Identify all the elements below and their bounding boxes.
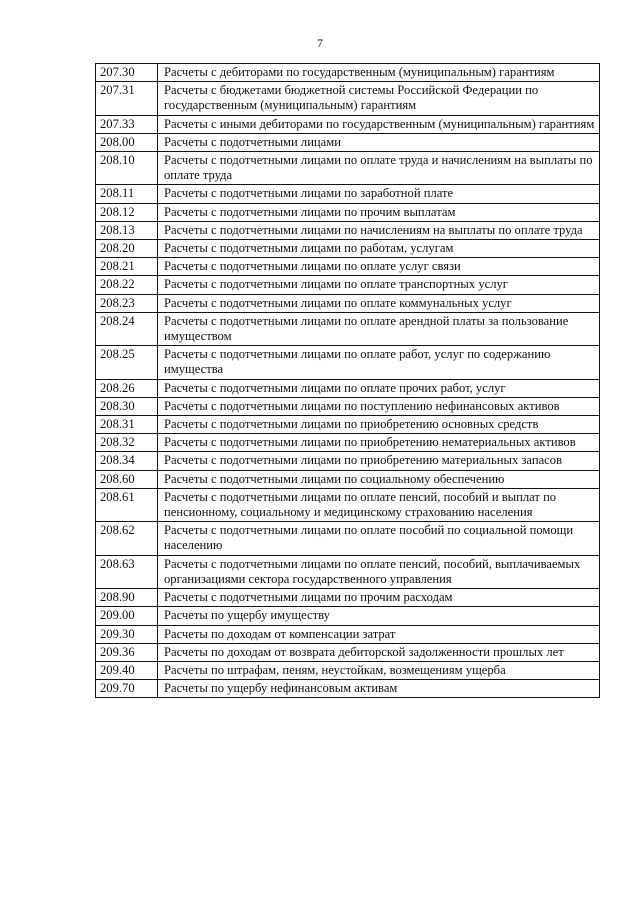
account-code-cell: 208.12	[96, 203, 158, 221]
table-row	[96, 115, 600, 133]
account-description-cell: Расчеты с подотчетными лицами по оплате пособий по социальной помощи населению	[158, 522, 600, 555]
table-row	[96, 452, 600, 470]
account-description-cell: Расчеты с иными дебиторами по государственным (муниципальным) гарантиям	[158, 115, 600, 133]
table-row	[96, 152, 600, 185]
table-row	[96, 82, 600, 115]
account-code-cell: 209.30	[96, 625, 158, 643]
account-description-cell: Расчеты с подотчетными лицами по заработной плате	[158, 185, 600, 203]
accounts-table-body	[96, 64, 600, 698]
table-row	[96, 680, 600, 698]
table-row	[96, 203, 600, 221]
account-description-cell: Расчеты с бюджетами бюджетной системы Российской Федерации по государственным (муниципальным) гарантиям	[158, 82, 600, 115]
accounts-table	[95, 63, 600, 698]
table-row	[96, 488, 600, 521]
account-description-cell: Расчеты по доходам от возврата дебиторской задолженности прошлых лет	[158, 643, 600, 661]
table-row	[96, 661, 600, 679]
account-code-cell: 208.23	[96, 294, 158, 312]
table-row	[96, 64, 600, 82]
account-description-cell: Расчеты по доходам от компенсации затрат	[158, 625, 600, 643]
account-code-cell: 207.31	[96, 82, 158, 115]
account-code-cell: 208.60	[96, 470, 158, 488]
account-description-cell: Расчеты с подотчетными лицами по оплате труда и начислениям на выплаты по оплате труда	[158, 152, 600, 185]
table-row	[96, 416, 600, 434]
account-code-cell: 208.00	[96, 133, 158, 151]
account-description-cell: Расчеты с подотчетными лицами по оплате пенсий, пособий, выплачиваемых организациями сектора государственного управления	[158, 555, 600, 588]
account-code-cell: 208.26	[96, 379, 158, 397]
account-code-cell: 209.70	[96, 680, 158, 698]
account-description-cell: Расчеты с дебиторами по государственным (муниципальным) гарантиям	[158, 64, 600, 82]
account-code-cell: 208.31	[96, 416, 158, 434]
account-description-cell: Расчеты с подотчетными лицами по начислениям на выплаты по оплате труда	[158, 221, 600, 239]
account-description-cell: Расчеты с подотчетными лицами по оплате транспортных услуг	[158, 276, 600, 294]
account-code-cell: 208.22	[96, 276, 158, 294]
table-row	[96, 133, 600, 151]
account-code-cell: 207.33	[96, 115, 158, 133]
table-row	[96, 625, 600, 643]
account-description-cell: Расчеты с подотчетными лицами по оплате прочих работ, услуг	[158, 379, 600, 397]
table-row	[96, 221, 600, 239]
table-row	[96, 397, 600, 415]
table-row	[96, 470, 600, 488]
table-row	[96, 607, 600, 625]
table-row	[96, 346, 600, 379]
table-row	[96, 185, 600, 203]
account-description-cell: Расчеты с подотчетными лицами по приобретению материальных запасов	[158, 452, 600, 470]
account-description-cell: Расчеты с подотчетными лицами по прочим расходам	[158, 589, 600, 607]
account-description-cell: Расчеты по ущербу имуществу	[158, 607, 600, 625]
table-row	[96, 589, 600, 607]
account-description-cell: Расчеты с подотчетными лицами по оплате арендной платы за пользование имуществом	[158, 312, 600, 345]
account-code-cell: 208.90	[96, 589, 158, 607]
account-code-cell: 208.61	[96, 488, 158, 521]
account-code-cell: 209.40	[96, 661, 158, 679]
account-code-cell: 208.20	[96, 240, 158, 258]
account-code-cell: 208.30	[96, 397, 158, 415]
account-description-cell: Расчеты с подотчетными лицами по социальному обеспечению	[158, 470, 600, 488]
account-code-cell: 208.10	[96, 152, 158, 185]
account-description-cell: Расчеты с подотчетными лицами по поступлению нефинансовых активов	[158, 397, 600, 415]
account-description-cell: Расчеты с подотчетными лицами	[158, 133, 600, 151]
account-description-cell: Расчеты с подотчетными лицами по оплате пенсий, пособий и выплат по пенсионному, социальному и медицинскому страхованию населения	[158, 488, 600, 521]
table-row	[96, 643, 600, 661]
account-code-cell: 208.13	[96, 221, 158, 239]
account-code-cell: 208.21	[96, 258, 158, 276]
table-row	[96, 434, 600, 452]
account-description-cell: Расчеты с подотчетными лицами по прочим выплатам	[158, 203, 600, 221]
account-code-cell: 208.63	[96, 555, 158, 588]
account-code-cell: 208.34	[96, 452, 158, 470]
account-code-cell: 208.25	[96, 346, 158, 379]
table-row	[96, 379, 600, 397]
account-code-cell: 208.11	[96, 185, 158, 203]
account-code-cell: 208.62	[96, 522, 158, 555]
account-description-cell: Расчеты по ущербу нефинансовым активам	[158, 680, 600, 698]
account-code-cell: 209.00	[96, 607, 158, 625]
table-row	[96, 240, 600, 258]
account-description-cell: Расчеты по штрафам, пеням, неустойкам, возмещениям ущерба	[158, 661, 600, 679]
table-row	[96, 294, 600, 312]
account-code-cell: 208.32	[96, 434, 158, 452]
account-code-cell: 208.24	[96, 312, 158, 345]
table-row	[96, 276, 600, 294]
table-row	[96, 555, 600, 588]
account-code-cell: 207.30	[96, 64, 158, 82]
account-description-cell: Расчеты с подотчетными лицами по оплате работ, услуг по содержанию имущества	[158, 346, 600, 379]
account-description-cell: Расчеты с подотчетными лицами по оплате услуг связи	[158, 258, 600, 276]
account-description-cell: Расчеты с подотчетными лицами по оплате коммунальных услуг	[158, 294, 600, 312]
account-description-cell: Расчеты с подотчетными лицами по приобретению основных средств	[158, 416, 600, 434]
table-row	[96, 522, 600, 555]
account-description-cell: Расчеты с подотчетными лицами по приобретению нематериальных активов	[158, 434, 600, 452]
table-row	[96, 312, 600, 345]
table-row	[96, 258, 600, 276]
account-code-cell: 209.36	[96, 643, 158, 661]
page-number: 7	[317, 36, 323, 50]
account-description-cell: Расчеты с подотчетными лицами по работам, услугам	[158, 240, 600, 258]
